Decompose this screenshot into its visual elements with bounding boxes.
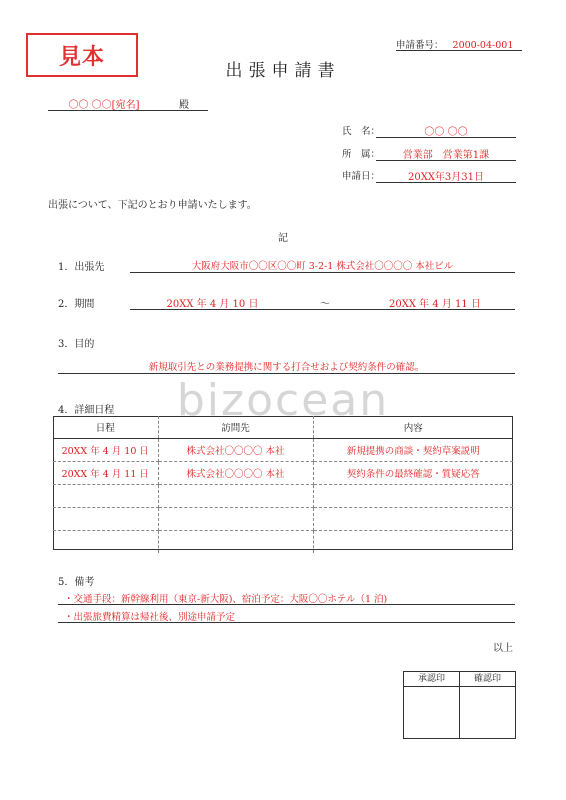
schedule-cell-content [313,508,513,531]
ki-heading: 記 [278,233,288,244]
table-row [53,508,513,531]
confirmation-header: 確認印 [473,674,501,684]
schedule-cell-content: 新規提携の商談・契約草案説明 [313,439,513,462]
period-end: 20XX 年 4 月 11 日 [355,295,515,310]
approval-box [403,671,516,739]
applicant-name-label: 氏 名： [342,126,381,137]
purpose-label: 3．目的 [58,339,95,350]
addressee-honorific: 殿 [160,96,208,111]
approval-stamp-cell [404,687,460,738]
page-title: 出張申請書 [225,61,341,81]
remarks-line: ・交通手段：新幹線利用（東京-新大阪)、宿泊予定：大阪〇〇ホテル（1 泊) [58,591,515,605]
purpose-value: 新規取引先との業務提携に関する打合せおよび契約条件の確認。 [58,359,515,374]
schedule-header-date: 日程 [53,416,158,439]
schedule-cell-place: 株式会社〇〇〇〇 本社 [158,462,313,485]
applicant-date-label: 申請日： [342,171,381,182]
schedule-cell-place: 株式会社〇〇〇〇 本社 [158,439,313,462]
period-label: 2．期間 [58,299,95,310]
period-start: 20XX 年 4 月 10 日 [130,295,295,310]
schedule-cell-date: 20XX 年 4 月 10 日 [53,439,158,462]
table-row [53,462,513,485]
schedule-cell-date: 20XX 年 4 月 11 日 [53,462,158,485]
request-number-label: 申請番号： [396,40,444,51]
schedule-header-row [53,416,513,439]
destination-label: 1．出張先 [58,262,105,273]
applicant-dept-value: 営業部 営業第1課 [376,146,516,161]
applicant-name-value: 〇〇 〇〇 [376,123,516,138]
period-tilde: ～ [295,295,355,310]
schedule-cell-content [313,531,513,554]
schedule-header-content: 内容 [313,416,513,439]
schedule-label: 4．詳細日程 [58,405,115,416]
remarks-label: 5．備考 [58,577,95,588]
applicant-date-value: 20XX年3月31日 [376,168,516,183]
approval-header: 承認印 [404,672,460,686]
schedule-cell-content [313,485,513,508]
addressee-name: 〇〇 〇〇[宛名] [48,96,160,111]
request-number-value: 2000-04-001 [452,40,514,51]
schedule-cell-place [158,508,313,531]
schedule-cell-place [158,531,313,554]
schedule-cell-place [158,485,313,508]
closing-ijo: 以上 [493,643,513,654]
confirmation-stamp-cell [460,687,515,738]
watermark: bizocean [176,375,390,426]
schedule-header-place: 訪問先 [158,416,313,439]
schedule-cell-date [53,485,158,508]
intro-text: 出張について、下記のとおり申請いたします。 [48,200,257,211]
schedule-table [53,416,513,553]
schedule-cell-date [53,531,158,554]
table-row [53,531,513,554]
remarks-line: ・出張旅費精算は帰社後、別途申請予定 [58,609,515,623]
table-row [53,439,513,462]
request-number [396,37,522,51]
applicant-dept-label: 所 属： [342,149,381,160]
table-row [53,485,513,508]
sample-label: 見本 [58,44,105,70]
schedule-cell-date [53,508,158,531]
schedule-cell-content: 契約条件の最終確認・質疑応答 [313,462,513,485]
destination-value: 大阪府大阪市〇〇区〇〇町 3-2-1 株式会社〇〇〇〇 本社ビル [130,258,515,273]
